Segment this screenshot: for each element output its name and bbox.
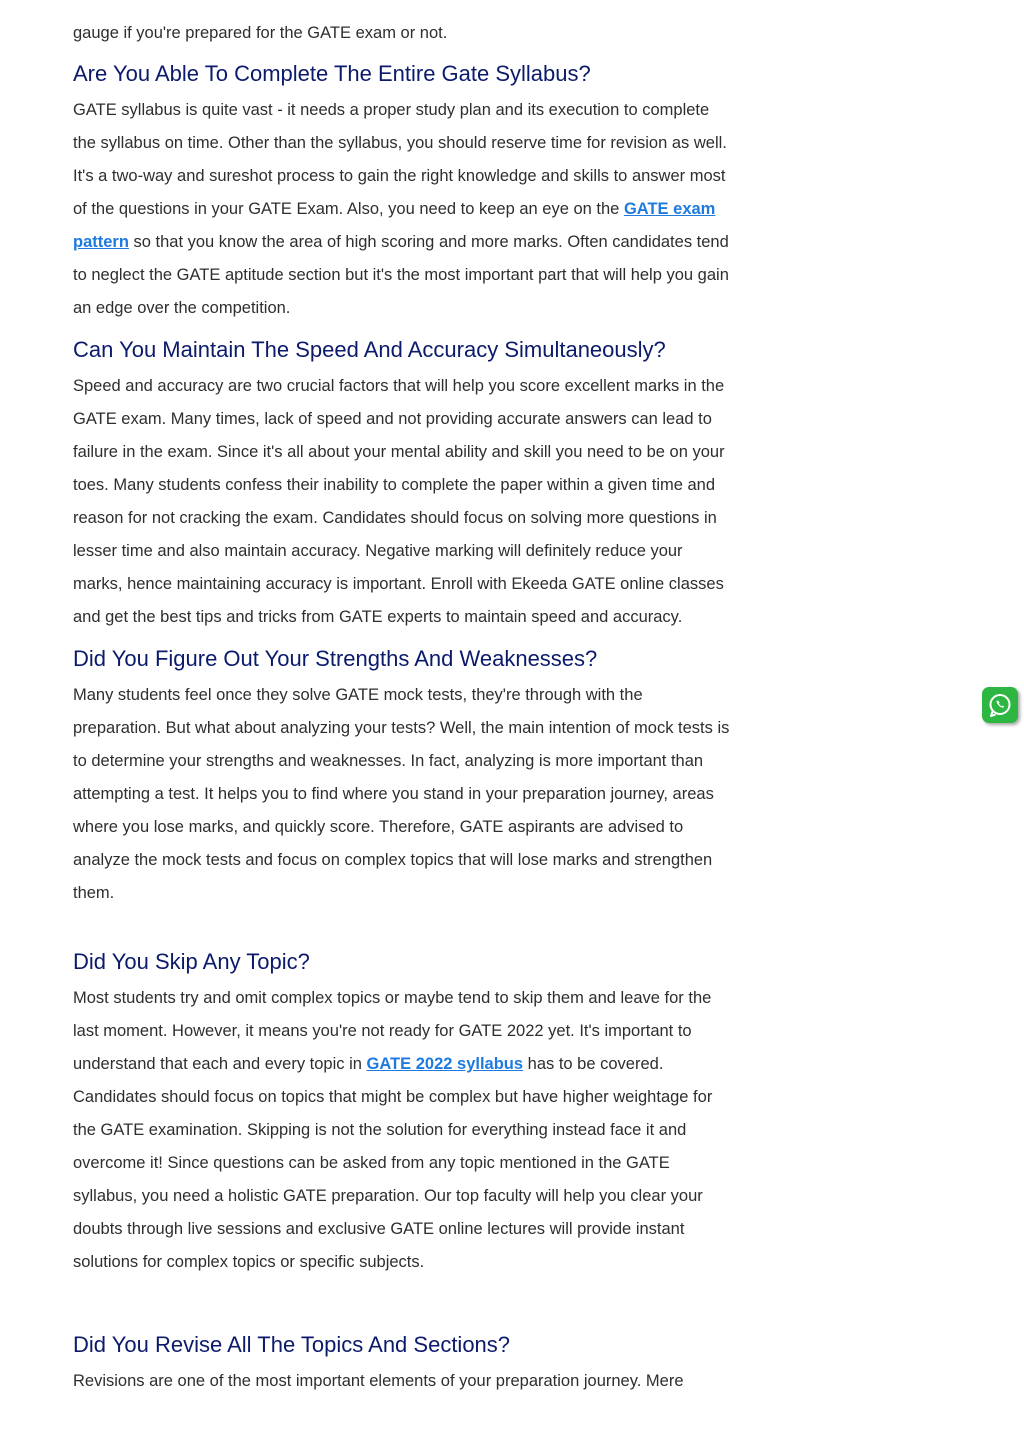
gate-2022-syllabus-link[interactable]: GATE 2022 syllabus	[366, 1055, 524, 1073]
paragraph-revise-topics: Revisions are one of the most important elements of your preparation journey. Mere	[73, 1372, 684, 1390]
paragraph-complete-syllabus	[73, 94, 733, 325]
paragraph-skip-topic	[73, 982, 733, 1279]
paragraph-text: so that you know the area of high scoring and more marks. Often candidates tend to neglect the GATE aptitude section but it's the most important part that will help you gain an edge over the competition.	[73, 233, 729, 317]
gate-exam-pattern-link[interactable]: GATE exam pattern	[73, 200, 716, 251]
heading-revise-topics: Did You Revise All The Topics And Sections?	[73, 1332, 511, 1357]
whatsapp-icon	[987, 692, 1013, 718]
paragraph-speed-accuracy: Speed and accuracy are two crucial factors that will help you score excellent marks in the GATE exam. Many times, lack of speed and not providing accurate answers can lead to failure in the exam. Since it's all about your mental ability and skill you need to be on your toes. Many students confess their inability to complete the paper within a given time and reason for not cracking the exam. Candidates should focus on solving more questions in lesser time and also maintain accuracy. Negative marking will definitely reduce your marks, hence maintaining accuracy is important. Enroll with Ekeeda GATE online classes and get the best tips and tricks from GATE experts to maintain speed and accuracy.	[73, 377, 725, 626]
heading-complete-syllabus: Are You Able To Complete The Entire Gate Syllabus?	[73, 61, 591, 86]
intro-paragraph-tail: gauge if you're prepared for the GATE exam or not.	[73, 24, 448, 42]
whatsapp-button[interactable]	[982, 687, 1018, 723]
heading-speed-accuracy: Can You Maintain The Speed And Accuracy Simultaneously?	[73, 337, 666, 362]
paragraph-strengths-weaknesses: Many students feel once they solve GATE mock tests, they're through with the preparation. But what about analyzing your tests? Well, the main intention of mock tests is to determine your strengths and weaknesses. In fact, analyzing is more important than attempting a test. It helps you to find where you stand in your preparation journey, areas where you lose marks, and quickly score. Therefore, GATE aspirants are advised to analyze the mock tests and focus on complex topics that will lose marks and strengthen them.	[73, 686, 730, 902]
article-content	[73, 17, 733, 1398]
heading-strengths-weaknesses: Did You Figure Out Your Strengths And Weaknesses?	[73, 646, 598, 671]
paragraph-text: Most students try and omit complex topics or maybe tend to skip them and leave for the last moment. However, it means you're not ready for GATE 2022 yet. It's important to understand that each and every topic in	[73, 989, 712, 1073]
heading-skip-topic: Did You Skip Any Topic?	[73, 949, 310, 974]
paragraph-text: has to be covered. Candidates should focus on topics that might be complex but have higher weightage for the GATE examination. Skipping is not the solution for everything instead face it and overcome it! Since questions can be asked from any topic mentioned in the GATE syllabus, you need a holistic GATE preparation. Our top faculty will help you clear your doubts through live sessions and exclusive GATE online lectures will provide instant solutions for complex topics or specific subjects.	[73, 1055, 713, 1271]
paragraph-text: GATE syllabus is quite vast - it needs a proper study plan and its execution to complete the syllabus on time. Other than the syllabus, you should reserve time for revision as well. It's a two-way and sureshot process to gain the right knowledge and skills to answer most of the questions in your GATE Exam. Also, you need to keep an eye on the	[73, 101, 727, 218]
